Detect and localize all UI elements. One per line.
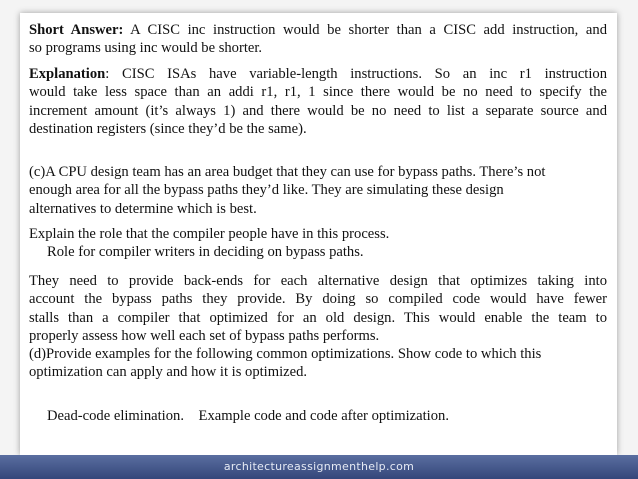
explanation-label: Explanation [29, 66, 106, 82]
part-c-block [29, 163, 607, 218]
part-d-block [29, 345, 607, 382]
question-block [29, 225, 607, 262]
part-c-line-2: enough area for all the bypass paths they’d like. They are simulating these design [29, 182, 504, 199]
dead-code-block [47, 407, 625, 425]
explanation-line-1 [29, 65, 607, 83]
answer-line-3: stalls than a compiler that optimized for an old design. This would enable the team to [29, 309, 607, 326]
explanation-line-3: increment amount (it’s always 1) and there would be no need to list a separate source and [29, 102, 607, 119]
part-c-line-3: alternatives to determine which is best. [29, 200, 257, 217]
explanation-line-2: would take less space than an addi r1, r1, 1 since there would be no need to specify the [29, 84, 607, 101]
answer-line-4: properly assess how well each set of bypass paths performs. [29, 327, 380, 344]
answer-line-2: account the bypass paths they provide. By doing so compiled code would have fewer [29, 291, 607, 308]
answer-line-1: They need to provide back-ends for each alternative design that optimizes taking into [29, 273, 607, 289]
footer-url: architectureassignmenthelp.com [223, 460, 415, 473]
content-frame [20, 13, 617, 455]
question-line-2: Role for compiler writers in deciding on bypass paths. [47, 244, 364, 261]
part-d-line-2: optimization can apply and how it is optimized. [29, 364, 308, 381]
part-c-line-1: (c)A CPU design team has an area budget that they can use for bypass paths. There’s not [29, 164, 546, 180]
explanation-block [29, 65, 607, 138]
explanation-line-4: destination registers (since they’d be the same). [29, 120, 307, 137]
short-answer-label: Short Answer: [29, 22, 124, 38]
answer-block [29, 272, 607, 345]
short-answer-text-1: A CISC inc instruction would be shorter than a CISC add instruction, and [123, 22, 607, 38]
question-line-1: Explain the role that the compiler people have in this process. [29, 226, 390, 242]
short-answer-block [29, 21, 607, 58]
short-answer-line-2: so programs using inc would be shorter. [29, 40, 263, 57]
explanation-text-1: : CISC ISAs have variable-length instructions. So an inc r1 instruction [105, 66, 607, 82]
short-answer-line-1 [29, 21, 607, 39]
part-d-line-1: (d)Provide examples for the following common optimizations. Show code to which this [29, 346, 542, 362]
dead-code-line: Dead-code elimination. Example code and code after optimization. [47, 408, 449, 424]
